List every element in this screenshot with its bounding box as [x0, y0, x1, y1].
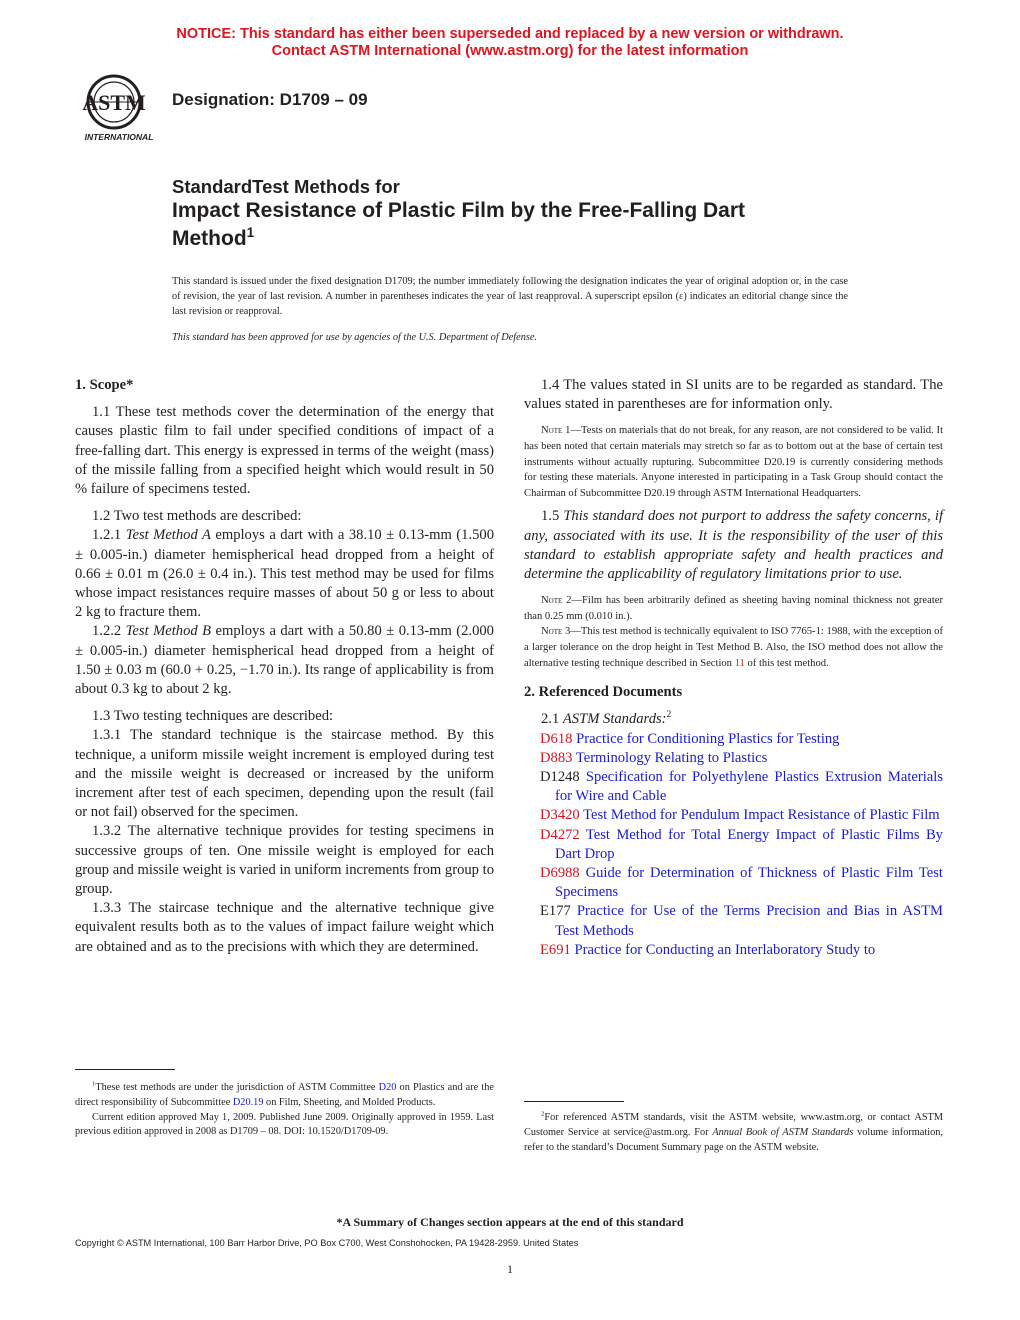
para-1-5 [524, 507, 943, 584]
title-method: Method [172, 227, 247, 250]
reference-title-link[interactable]: Test Method for Pendulum Impact Resistance of Plastic Film [583, 807, 940, 824]
referenced-documents-heading: 2. Referenced Documents [524, 684, 683, 701]
footnote-1 [75, 1081, 494, 1140]
reference-code[interactable]: D6988 [540, 864, 580, 881]
reference-code[interactable]: E691 [540, 941, 571, 958]
para-1-1: 1.1 These test methods cover the determination of the energy that causes plastic film to fail under specified conditions of impact of a free-falling dart. This energy is expressed in terms of the weight (mass) of the missile falling from a specified height which would result in 50 % failure of specimens tested. [75, 404, 494, 498]
dod-approval-statement: This standard has been approved for use by agencies of the U.S. Department of Defense. [172, 332, 538, 343]
footnote-text: These test methods are under the jurisdiction of ASTM Committee [95, 1082, 379, 1093]
summary-of-changes-notice: *A Summary of Changes section appears at the end of this standard [336, 1215, 684, 1229]
left-column [75, 376, 494, 957]
footnote-rule-right [524, 1101, 624, 1102]
footnote-mark: 1 [92, 1080, 96, 1088]
para-1-4: 1.4 The values stated in SI units are to be regarded as standard. The values stated in parentheses are for information only. [524, 377, 943, 413]
committee-d20-link[interactable]: D20 [378, 1082, 397, 1093]
footnote-1-jurisdiction [75, 1081, 494, 1111]
note-label: Note 3 [541, 626, 571, 638]
page-number: 1 [507, 1262, 513, 1276]
footnote-text: volume information, refer to the standard’s Document Summary page on the ASTM website. [524, 1126, 943, 1153]
withdrawn-notice-line-2: Contact ASTM International (www.astm.org) for the latest information [271, 43, 749, 59]
scope-heading: 1. Scope* [75, 377, 134, 393]
para-1-2-1 [75, 526, 494, 622]
reference-title-link[interactable]: Test Method for Total Energy Impact of Plastic Films By Dart Drop [555, 826, 943, 862]
para-text: employs a dart with a 38.10 ± 0.13-mm (1.500 ± 0.005-in.) diameter hemispherical head dropped from a height of 0.66 ± 0.01 m (26.0 ± 0.4 in.). This test method may be used for films whose impact resistances require masses of about 50 g or less to about 2 kg to fracture them. [75, 527, 494, 621]
note-3 [524, 624, 943, 671]
note-1 [524, 423, 943, 501]
note-label: Note 2 [541, 595, 572, 607]
reference-code[interactable]: D883 [540, 749, 573, 766]
footnote-text: on Film, Sheeting, and Molded Products. [263, 1096, 436, 1108]
designation: Designation: D1709 – 09 [172, 90, 368, 109]
test-method-a-label: Test Method A [125, 527, 211, 544]
para-1-3-3: 1.3.3 The staircase technique and the alternative technique give equivalent results both as to the values of impact failure weight which are obtained and as to the precisions with which they are determined. [75, 900, 494, 955]
reference-item [524, 768, 943, 806]
note-2 [524, 593, 943, 624]
title-line-1: StandardTest Methods for [172, 176, 400, 197]
para-number: 1.2.1 [92, 527, 126, 544]
title-footnote-mark: 1 [246, 225, 255, 240]
para-number: 1.5 [541, 508, 564, 525]
footnote-2 [524, 1111, 943, 1155]
title-line-3 [172, 227, 254, 251]
test-method-b-label: Test Method B [125, 623, 212, 640]
reference-item [524, 864, 943, 902]
section-11-link[interactable]: 11 [734, 657, 745, 669]
para-text: This standard does not purport to address the safety concerns, if any, associated with its use. It is the responsibility of the user of this standard to establish appropriate safety and health practices and determine the applicability of regulatory limitations prior to use. [524, 508, 943, 582]
para-1-2-2 [75, 622, 494, 699]
reference-item [524, 902, 943, 940]
para-1-3-2: 1.3.2 The alternative technique provides for testing specimens in successive groups of ten. One missile weight is employed for each group and missile weight is varied in uniform increments from group to group. [75, 823, 494, 898]
reference-list [524, 730, 943, 960]
para-number: 2.1 [541, 711, 563, 728]
note-text: of this test method. [744, 657, 829, 669]
para-1-3: 1.3 Two testing techniques are described: [92, 708, 334, 725]
reference-code: D1248 [540, 768, 580, 785]
note-text: —Film has been arbitrarily defined as sheeting having nominal thickness not greater than 0.25 mm (0.010 in.). [524, 595, 944, 622]
astm-logo [72, 72, 162, 142]
reference-code[interactable]: D4272 [540, 826, 580, 843]
annual-book-title: Annual Book of ASTM Standards [712, 1126, 854, 1138]
reference-code: E177 [540, 903, 571, 920]
note-label: Note 1 [541, 425, 571, 437]
para-1-3-1: 1.3.1 The standard technique is the staircase method. By this technique, a uniform missile weight increment is employed during test and the missile weight is decreased or increased by the uniform increment after test of each specimen, depending upon the result (fail or not fail) observed for the specimen. [75, 727, 494, 821]
issuance-statement: This standard is issued under the fixed designation D1709; the number immediately following the designation indicates the year of original adoption or, in the case of revision, the year of last revision. A number in parentheses indicates the year of last reapproval. A superscript epsilon (ε) indicates an editorial change since the last revision or reapproval. [172, 276, 848, 317]
withdrawn-notice-line-1: NOTICE: This standard has either been superseded and replaced by a new version or withdrawn. [176, 26, 844, 42]
reference-item [524, 806, 943, 825]
footnote-rule-left [75, 1069, 175, 1070]
para-number: 1.2.2 [92, 623, 126, 640]
footnote-text: For referenced ASTM standards, visit the ASTM website, www.astm.org, or contact ASTM Customer Service at service@astm.org. For [524, 1112, 943, 1138]
reference-title-link[interactable]: Practice for Conditioning Plastics for Testing [576, 730, 840, 747]
footnote-text: on Plastics and are the direct responsibility of Subcommittee [75, 1082, 494, 1108]
reference-title-link[interactable]: Terminology Relating to Plastics [575, 749, 768, 766]
note-text: —This test method is technically equivalent to ISO 7765-1: 1988, with the exception of a larger tolerance on the drop height in Test Method B. Also, the ISO method does not allow the alternative testing technique described in Section [524, 626, 944, 669]
para-text: employs a dart with a 50.80 ± 0.13-mm (2.000 ± 0.005-in.) diameter hemispherical head dropped from a height of 1.50 ± 0.03 m (60.0 + 0.25, −1.70 in.). Its range of applicability is from about 0.3 kg to about 2 kg. [75, 623, 494, 698]
para-1-2: 1.2 Two test methods are described: [92, 508, 302, 525]
note-text: —Tests on materials that do not break, for any reason, are not considered to be valid. It has been noted that certain materials may stretch so far as to bottom out at the base of certain test instruments without actually rupturing. Subcommittee D20.19 is currently considering methods for testing these materials. Anyone interested in participating in a Task Group should contact the Chairman of Subcommittee D20.19 through ASTM International Headquarters. [524, 425, 944, 499]
reference-item [524, 749, 943, 768]
reference-item [524, 730, 943, 749]
reference-item [524, 826, 943, 864]
reference-title-link[interactable]: Specification for Polyethylene Plastics Extrusion Materials for Wire and Cable [555, 768, 944, 805]
reference-title-link[interactable]: Practice for Conducting an Interlaboratory Study to [574, 941, 876, 958]
reference-code[interactable]: D3420 [540, 807, 580, 824]
svg-text:ASTM: ASTM [82, 90, 146, 115]
svg-text:INTERNATIONAL: INTERNATIONAL [84, 132, 154, 142]
footnote-mark: 2 [541, 1110, 545, 1118]
subcommittee-d20-19-link[interactable]: D20.19 [232, 1096, 264, 1108]
reference-item [524, 941, 943, 960]
reference-title-link[interactable]: Practice for Use of the Terms Precision and Bias in ASTM Test Methods [555, 903, 943, 939]
reference-code[interactable]: D618 [540, 730, 573, 747]
footnote-mark: 2 [666, 710, 672, 721]
footnote-1-edition: Current edition approved May 1, 2009. Published June 2009. Originally approved in 1959. Last previous edition approved in 2008 as D1709 – 08. DOI: 10.1520/D1709-09. [75, 1111, 494, 1138]
para-2-1 [524, 710, 943, 729]
copyright-line: Copyright © ASTM International, 100 Barr Harbor Drive, PO Box C700, West Conshohocken, PA 19428-2959. United States [75, 1238, 579, 1248]
astm-standards-label: ASTM Standards: [562, 711, 667, 728]
right-column [524, 376, 943, 960]
reference-title-link[interactable]: Guide for Determination of Thickness of Plastic Film Test Specimens [555, 864, 943, 901]
title-line-2: Impact Resistance of Plastic Film by the Free-Falling Dart [172, 199, 745, 222]
